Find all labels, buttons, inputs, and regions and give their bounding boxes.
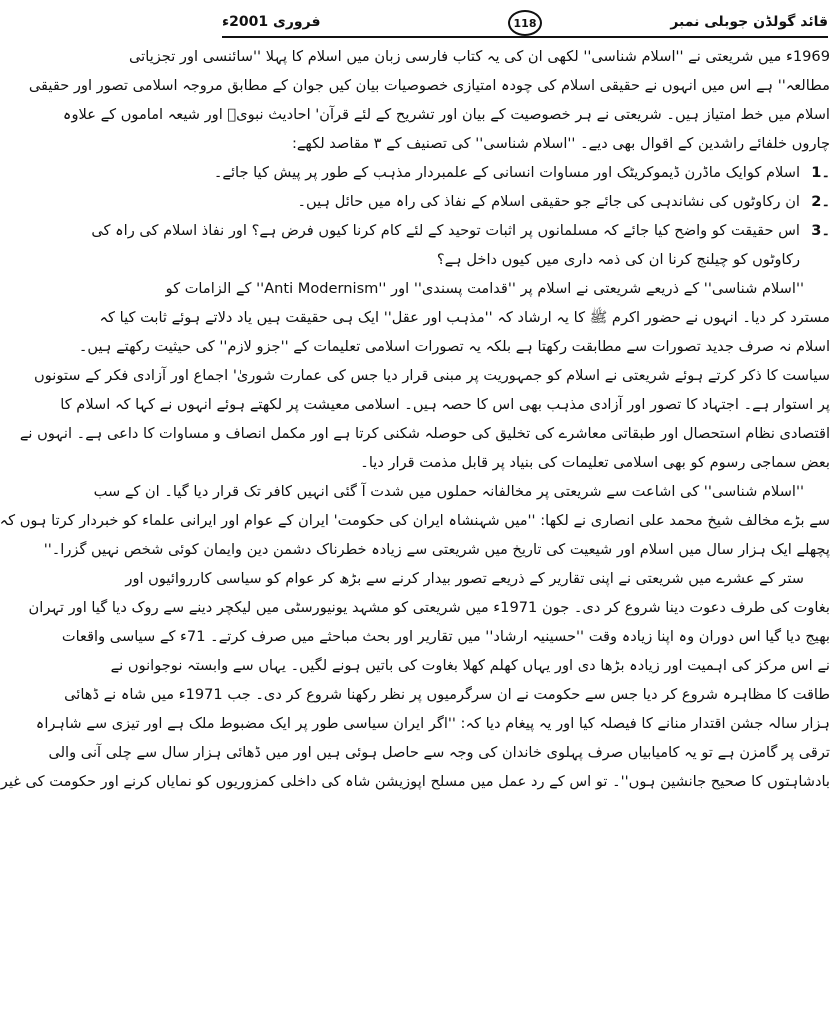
paragraph-line: بغاوت کی طرف دعوت دینا شروع کر دی۔ جون 1971ء میں شریعتی کو مشہد یونیورسٹی میں لیکچر دینے سے روک دیا گیا اور تہران [28, 599, 830, 616]
paragraph-line: اسلام میں خط امتیاز ہیں۔ شریعتی نے ہر خصوصیت کے بیان اور تشریح کے لئے قرآن' احادیث نبویؐ اور شیعہ اماموں کے علاوہ [62, 106, 830, 123]
paragraph-line: ہزار سالہ جشن اقتدار منانے کا فیصلہ کیا اور یہ پیغام دیا کہ: ''اگر ایران سیاسی طور پر ایک مضبوط ملک ہے اور تیزی سے شاہراہ [35, 715, 830, 732]
paragraph-line: ستر کے عشرے میں شریعتی نے اپنی تقاریر کے ذریعے تصور بیدار کرنے سے بڑھ کر عوام کو سیاسی کارروائیوں اور [125, 570, 804, 587]
list-item [220, 187, 830, 216]
paragraph-line: پچھلے ایک ہزار سال میں اسلام اور شیعیت کی تاریخ میں شریعتی سے زیادہ خطرناک دشمن دین وایمان کوئی شخص نہیں گزرا۔'' [43, 541, 830, 558]
page-header [222, 8, 828, 38]
paragraph-line: نے اس مرکز کی اہمیت اور زیادہ بڑھا دی اور یہاں کھلم کھلا بغاوت کی باتیں ہونے لگیں۔ یہاں سے وابستہ نوجوانوں نے [110, 657, 830, 674]
page-number: 118 [513, 16, 537, 30]
paragraph-line: ترقی پر گامزن ہے تو یہ کامیابیاں صرف پہلوی خاندان کی وجہ سے حاصل ہوئی ہیں اور میں ڈھائی ہزار سال سے چلی آنی والی [48, 744, 830, 761]
page-number-badge [508, 10, 542, 36]
list-item [213, 158, 830, 187]
paragraph-line: ''اسلام شناسی'' کے ذریعے شریعتی نے اسلام پر ''قدامت پسندی'' اور ''Anti Modernism'' کے الزامات کو [165, 280, 804, 297]
list-item-text: اس حقیقت کو واضح کیا جائے کہ مسلمانوں پر اثبات توحید کے لئے کام کرنا کیوں فرض ہے؟ اور نفاذ اسلام کی راہ کی [91, 222, 800, 239]
paragraph-line: پر استوار ہے۔ اجتہاد کا تصور اور آزادی مذہب بھی اس کا حصہ ہیں۔ اسلامی معیشت پر لکھتے ہوئے انہوں نے کہا کہ اسلام کا [60, 396, 830, 413]
paragraph-line: 1969ء میں شریعتی نے ''اسلام شناسی'' لکھی ان کی یہ کتاب فارسی زبان میں اسلام کا پہلا ''سائنسی اور تجزیاتی [129, 48, 830, 65]
paragraph-line: سیاست کا ذکر کرتے ہوئے شریعتی نے اسلام کو جمہوریت پر مبنی قرار دیا جس کی عمارت شوریٰ' اجماع اور آزادی فکر کے ستونوں [34, 367, 830, 384]
list-item-text: ان رکاوٹوں کی نشاندہی کی جائے جو حقیقی اسلام کے نفاذ کی راہ میں حائل ہیں۔ [297, 193, 800, 210]
list-item-number: 2۔ [811, 193, 830, 210]
paragraph-line: مطالعہ'' ہے اس میں انہوں نے حقیقی اسلام کی چودہ امتیازی خصوصیات بیان کیں جوان کے مطابق مروجہ اسلامی تصور اور حقیقی [28, 77, 830, 94]
paragraph-line: مسترد کر دیا۔ انہوں نے حضور اکرم ﷺ کا یہ ارشاد کہ ''مذہب اور عقل'' ایک ہی حقیقت ہیں یاد دلاتے ہوئے ثابت کیا کہ [99, 309, 830, 326]
paragraph-line: طاقت کا مظاہرہ شروع کر دیا جس سے حکومت نے ان سرگرمیوں پر نظر رکھنا شروع کر دی۔ جب 1971ء میں شاہ نے ڈھائی [64, 686, 830, 703]
paragraph-line: بعض سماجی رسوم کو بھی اسلامی تعلیمات کی بنیاد پر قابل مذمت قرار دیا۔ [360, 454, 830, 471]
paragraph-line: سے بڑے مخالف شیخ محمد علی انصاری نے لکھا: ''میں شہنشاہ ایران کی حکومت' ایران کے عوام اور ایرانی علماء کو خبردار کرتا ہوں کہ [0, 512, 830, 529]
list-item [220, 245, 830, 274]
list-item-text: اسلام کوایک ماڈرن ڈیموکریٹک اور مساوات انسانی کے علمبردار مذہب کے طور پر پیش کیا جائے۔ [213, 164, 800, 181]
paragraph-line: بادشاہتوں کا صحیح جانشین ہوں''۔ تو اس کے رد عمل میں مسلح اپوزیشن شاہ کی داخلی کمزوریوں کو نمایاں کرنے اور حکومت کی غیر [0, 773, 830, 790]
list-item-text: رکاوٹوں کو چیلنج کرنا ان کی ذمہ داری میں کیوں داخل ہے؟ [436, 251, 800, 268]
article-body [0, 42, 830, 796]
list-item-number: 1۔ [811, 164, 830, 181]
list-item [91, 216, 830, 245]
magazine-title: قائد گولڈن جوبلی نمبر [670, 14, 828, 30]
paragraph-line: بھیج دیا گیا اس دوران وہ اپنا زیادہ وقت ''حسینیہ ارشاد'' میں تقاریر اور بحث مباحثے میں صرف کرتے۔ 71ء کے سیاسی واقعات [61, 628, 830, 645]
paragraph-line: اقتصادی نظام استحصال اور طبقاتی معاشرے کی تخلیق کی حوصلہ شکنی کرتا ہے اور مکمل انصاف و مساوات کا داعی ہے۔ انہوں نے [19, 425, 830, 442]
paragraph-line: چاروں خلفائے راشدین کے اقوال بھی دیے۔ ''اسلام شناسی'' کی تصنیف کے ۳ مقاصد لکھے: [291, 135, 830, 152]
issue-date: فروری 2001ء [222, 14, 321, 30]
paragraph-line: ''اسلام شناسی'' کی اشاعت سے شریعتی پر مخالفانہ حملوں میں شدت آ گئی انہیں کافر تک قرار دیا گیا۔ ان کے سب [93, 483, 804, 500]
paragraph-line: اسلام نہ صرف جدید تصورات سے مطابقت رکھتا ہے بلکہ یہ تصورات اسلامی تعلیمات کے ''جزو لازم'' کی حیثیت رکھتے ہیں۔ [78, 338, 830, 355]
list-item-number: 3۔ [811, 222, 830, 239]
